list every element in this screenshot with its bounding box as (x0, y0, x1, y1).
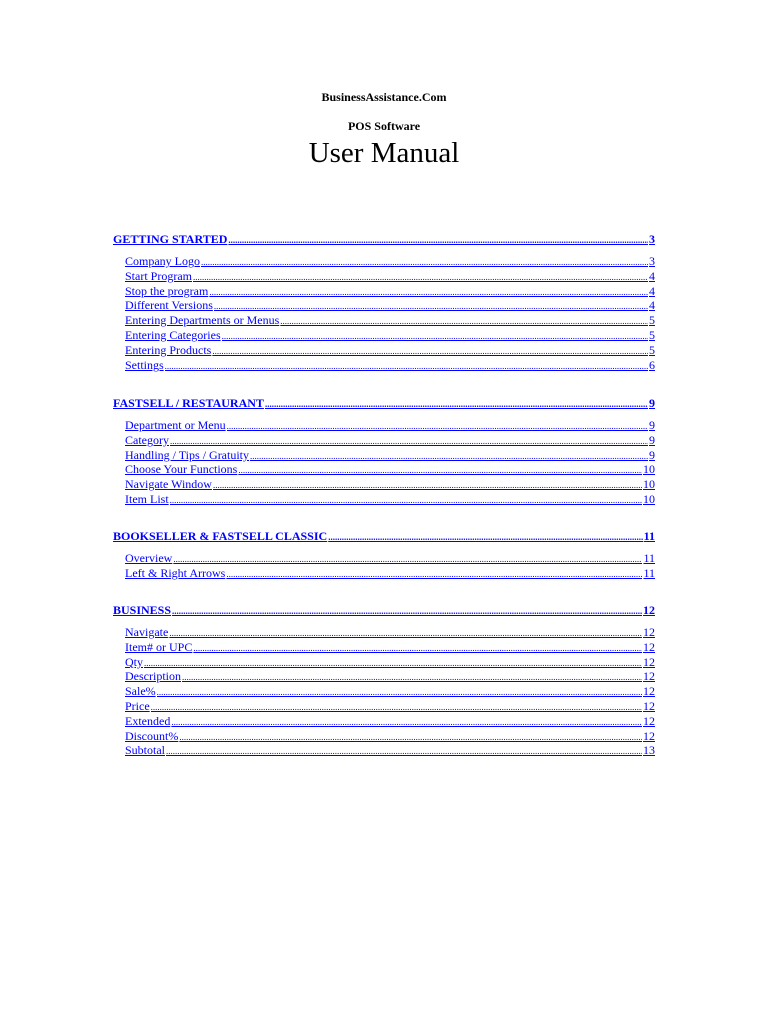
toc-entry-link-title: Entering Departments or Menus (125, 313, 280, 327)
toc-entry-link-page-number: 12 (643, 729, 655, 743)
toc-entry-link[interactable] (125, 343, 655, 357)
toc-entry-link[interactable] (125, 477, 655, 491)
toc-entry-link[interactable] (125, 566, 655, 580)
toc-entry-link-title: Entering Products (125, 343, 212, 357)
toc-entry-link[interactable] (125, 684, 655, 698)
toc-entry-link-title: Settings (125, 358, 164, 372)
document-title: User Manual (308, 137, 460, 169)
toc-entry-link-title: Left & Right Arrows (125, 566, 226, 580)
toc-entry-link[interactable] (125, 655, 655, 669)
toc-section-link[interactable] (113, 603, 655, 617)
dot-leader (193, 271, 648, 283)
toc-entry-link-title: Stop the program (125, 284, 209, 298)
toc-entry-link-page-number: 10 (643, 477, 655, 491)
dot-leader (228, 234, 648, 246)
toc-entry-link-page-number: 3 (649, 254, 655, 268)
toc-entry-link[interactable] (125, 433, 655, 447)
dot-leader (280, 315, 648, 327)
toc-entry-link-title: Navigate Window (125, 477, 212, 491)
dot-leader (226, 568, 642, 580)
toc-entry-link-page-number: 4 (649, 284, 655, 298)
toc-entry-link[interactable] (125, 551, 655, 565)
toc-entry-link-page-number: 9 (649, 433, 655, 447)
toc-section-link-page-number: 9 (649, 396, 655, 410)
toc-entry-link-page-number: 9 (649, 448, 655, 462)
toc-entry-link-page-number: 10 (643, 492, 655, 506)
dot-leader (179, 731, 642, 743)
dot-leader (157, 686, 642, 698)
toc-entry-link-title: Description (125, 669, 181, 683)
dot-leader (328, 531, 642, 543)
toc-entry-link-page-number: 5 (649, 328, 655, 342)
dot-leader (171, 716, 642, 728)
dot-leader (165, 360, 648, 372)
toc-entry-link-page-number: 5 (649, 313, 655, 327)
dot-leader (151, 701, 642, 713)
toc-entry-link-page-number: 12 (643, 699, 655, 713)
dot-leader (173, 553, 642, 565)
toc-entry-link-title: Choose Your Functions (125, 462, 238, 476)
toc-entry-link-title: Start Program (125, 269, 192, 283)
toc-entry-link-page-number: 12 (643, 714, 655, 728)
toc-entry-link[interactable] (125, 714, 655, 728)
toc-entry-link-page-number: 4 (649, 298, 655, 312)
toc-entry-link-title: Handling / Tips / Gratuity (125, 448, 250, 462)
toc-entry-link-page-number: 11 (643, 566, 655, 580)
toc-entry-link[interactable] (125, 418, 655, 432)
toc-section-link-title: FASTSELL / RESTAURANT (113, 396, 264, 410)
toc-entry-link-page-number: 11 (643, 551, 655, 565)
dot-leader (222, 330, 648, 342)
toc-entry-link[interactable] (125, 625, 655, 639)
toc-entry-link-page-number: 9 (649, 418, 655, 432)
toc-section-link[interactable] (113, 529, 655, 543)
toc-section-link-page-number: 11 (643, 529, 655, 543)
toc-entry-link[interactable] (125, 254, 655, 268)
toc-entry-link-title: Sale% (125, 684, 156, 698)
toc-entry-link-page-number: 12 (643, 640, 655, 654)
toc-entry-link-title: Overview (125, 551, 173, 565)
toc-section-link-title: GETTING STARTED (113, 232, 228, 246)
dot-leader (209, 286, 648, 298)
toc-entry-link[interactable] (125, 448, 655, 462)
dot-leader (214, 300, 648, 312)
toc-entry-link[interactable] (125, 462, 655, 476)
toc-section-link-title: BUSINESS (113, 603, 172, 617)
toc-entry-link-title: Entering Categories (125, 328, 221, 342)
dot-leader (250, 450, 648, 462)
toc-entry-link-title: Subtotal (125, 743, 166, 757)
toc-entry-link-title: Item# or UPC (125, 640, 193, 654)
toc-entry-link-title: Department or Menu (125, 418, 226, 432)
toc-entry-link-title: Extended (125, 714, 171, 728)
toc-entry-link-title: Category (125, 433, 169, 447)
toc-entry-link-page-number: 10 (643, 462, 655, 476)
site-name: BusinessAssistance.Com (321, 90, 447, 104)
toc-entry-link[interactable] (125, 284, 655, 298)
toc-entry-link-title: Qty (125, 655, 143, 669)
document-subtitle: POS Software (347, 119, 421, 133)
toc-entry-link-title: Discount% (125, 729, 179, 743)
toc-entry-link-title: Price (125, 699, 150, 713)
toc-entry-link[interactable] (125, 298, 655, 312)
dot-leader (212, 345, 648, 357)
toc-entry-link[interactable] (125, 699, 655, 713)
toc-entry-link[interactable] (125, 358, 655, 372)
toc-entry-link[interactable] (125, 743, 655, 757)
toc-entry-link-page-number: 6 (649, 358, 655, 372)
dot-leader (238, 464, 642, 476)
dot-leader (144, 657, 642, 669)
dot-leader (213, 479, 642, 491)
toc-entry-link-title: Navigate (125, 625, 169, 639)
toc-entry-link[interactable] (125, 640, 655, 654)
toc-section-link-page-number: 12 (643, 603, 655, 617)
toc-entry-link[interactable] (125, 269, 655, 283)
toc-section-link-title: BOOKSELLER & FASTSELL CLASSIC (113, 529, 328, 543)
toc-entry-link[interactable] (125, 313, 655, 327)
dot-leader (193, 642, 642, 654)
toc-entry-link-page-number: 12 (643, 625, 655, 639)
dot-leader (170, 494, 642, 506)
toc-section-link[interactable] (113, 396, 655, 410)
toc-entry-link-page-number: 12 (643, 684, 655, 698)
dot-leader (172, 605, 642, 617)
toc-entry-link-title: Item List (125, 492, 169, 506)
dot-leader (182, 671, 642, 683)
toc-section-link-page-number: 3 (649, 232, 655, 246)
toc-entry-link-page-number: 12 (643, 655, 655, 669)
toc-entry-link-page-number: 4 (649, 269, 655, 283)
toc-entry-link-title: Company Logo (125, 254, 200, 268)
toc-entry-link[interactable] (125, 328, 655, 342)
toc-entry-link[interactable] (125, 729, 655, 743)
toc-entry-link[interactable] (125, 669, 655, 683)
toc-entry-link[interactable] (125, 492, 655, 506)
toc-entry-link-page-number: 5 (649, 343, 655, 357)
dot-leader (227, 420, 648, 432)
dot-leader (166, 745, 642, 757)
toc-section-link[interactable] (113, 232, 655, 246)
toc-entry-link-page-number: 12 (643, 669, 655, 683)
dot-leader (201, 256, 648, 268)
dot-leader (265, 398, 648, 410)
dot-leader (169, 627, 642, 639)
toc-entry-link-title: Different Versions (125, 298, 213, 312)
toc-entry-link-page-number: 13 (643, 743, 655, 757)
dot-leader (170, 435, 648, 447)
